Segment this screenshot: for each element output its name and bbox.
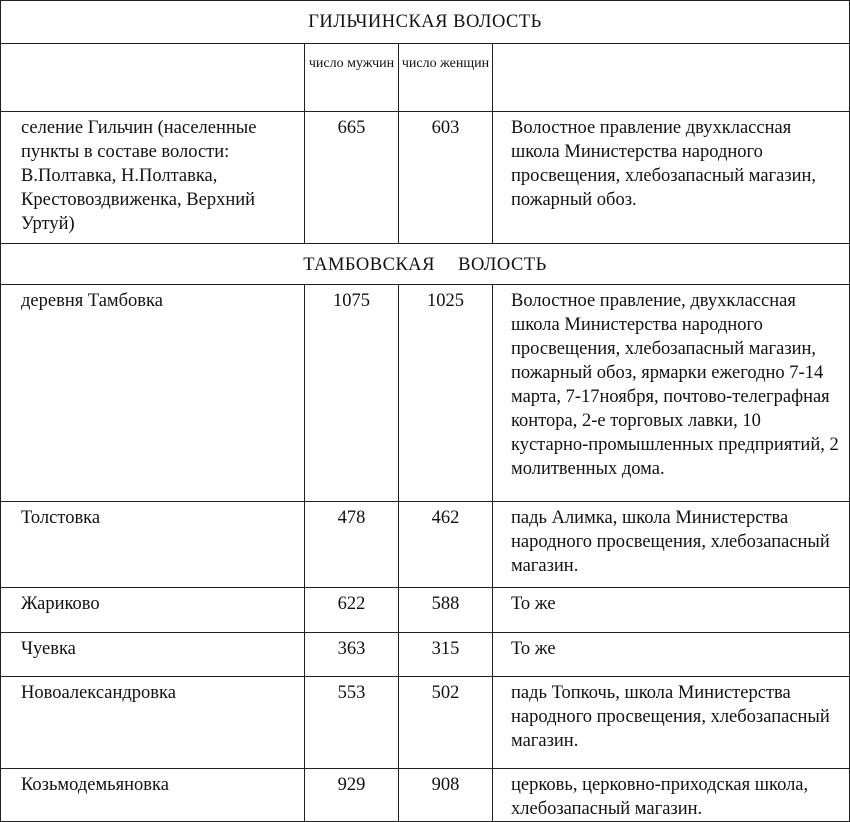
women-count: 908 (399, 769, 493, 822)
table-row (1, 677, 850, 769)
settlement-notes: Волостное правление, двухклассная школа Министерства народного просвещения, хлебозапасный магазин, пожарный обоз, ярмарки ежегодно 7-14 марта, 7-17ноября, почтово-телеграфная контора, 2-е торговых лавки, 10 кустарно-промышленных предприятий, 2 молитвенных дома. (493, 285, 850, 502)
men-count: 929 (305, 769, 399, 822)
header-empty-cell (1, 44, 305, 112)
settlement-notes: То же (493, 633, 850, 677)
table-row (1, 588, 850, 633)
men-count: 622 (305, 588, 399, 633)
table-row (1, 285, 850, 502)
men-count: 478 (305, 502, 399, 588)
settlement-notes: То же (493, 588, 850, 633)
header-women: число женщин (399, 44, 493, 112)
table-row (1, 502, 850, 588)
settlement-notes: Волостное правление двухклассная школа Министерства народного просвещения, хлебозапасный магазин, пожарный обоз. (493, 112, 850, 244)
settlement-notes: падь Алимка, школа Министерства народного просвещения, хлебозапасный магазин. (493, 502, 850, 588)
section-row-gilchin (1, 1, 850, 44)
settlement-name: деревня Тамбовка (1, 285, 305, 502)
women-count: 315 (399, 633, 493, 677)
settlement-notes: падь Топкочь, школа Министерства народного просвещения, хлебозапасный магазин. (493, 677, 850, 769)
men-count: 363 (305, 633, 399, 677)
header-row (1, 44, 850, 112)
men-count: 665 (305, 112, 399, 244)
header-empty-cell (493, 44, 850, 112)
volost-title: ГИЛЬЧИНСКАЯ ВОЛОСТЬ (1, 1, 850, 44)
settlement-name: Козьмодемьяновка (1, 769, 305, 822)
settlement-notes: церковь, церковно-приходская школа, хлебозапасный магазин. (493, 769, 850, 822)
women-count: 588 (399, 588, 493, 633)
table-row (1, 769, 850, 822)
settlement-name: Новоалександровка (1, 677, 305, 769)
women-count: 603 (399, 112, 493, 244)
table-row (1, 112, 850, 244)
table-row (1, 633, 850, 677)
settlement-name: Чуевка (1, 633, 305, 677)
men-count: 1075 (305, 285, 399, 502)
settlement-name: селение Гильчин (населенные пункты в составе волости: В.Полтавка, Н.Полтавка, Крестовоздвиженка, Верхний Уртуй) (1, 112, 305, 244)
volost-title: ТАМБОВСКАЯ ВОЛОСТЬ (1, 244, 850, 285)
women-count: 462 (399, 502, 493, 588)
women-count: 1025 (399, 285, 493, 502)
men-count: 553 (305, 677, 399, 769)
settlement-name: Жариково (1, 588, 305, 633)
settlement-name: Толстовка (1, 502, 305, 588)
section-row-tambov (1, 244, 850, 285)
women-count: 502 (399, 677, 493, 769)
header-men: число мужчин (305, 44, 399, 112)
